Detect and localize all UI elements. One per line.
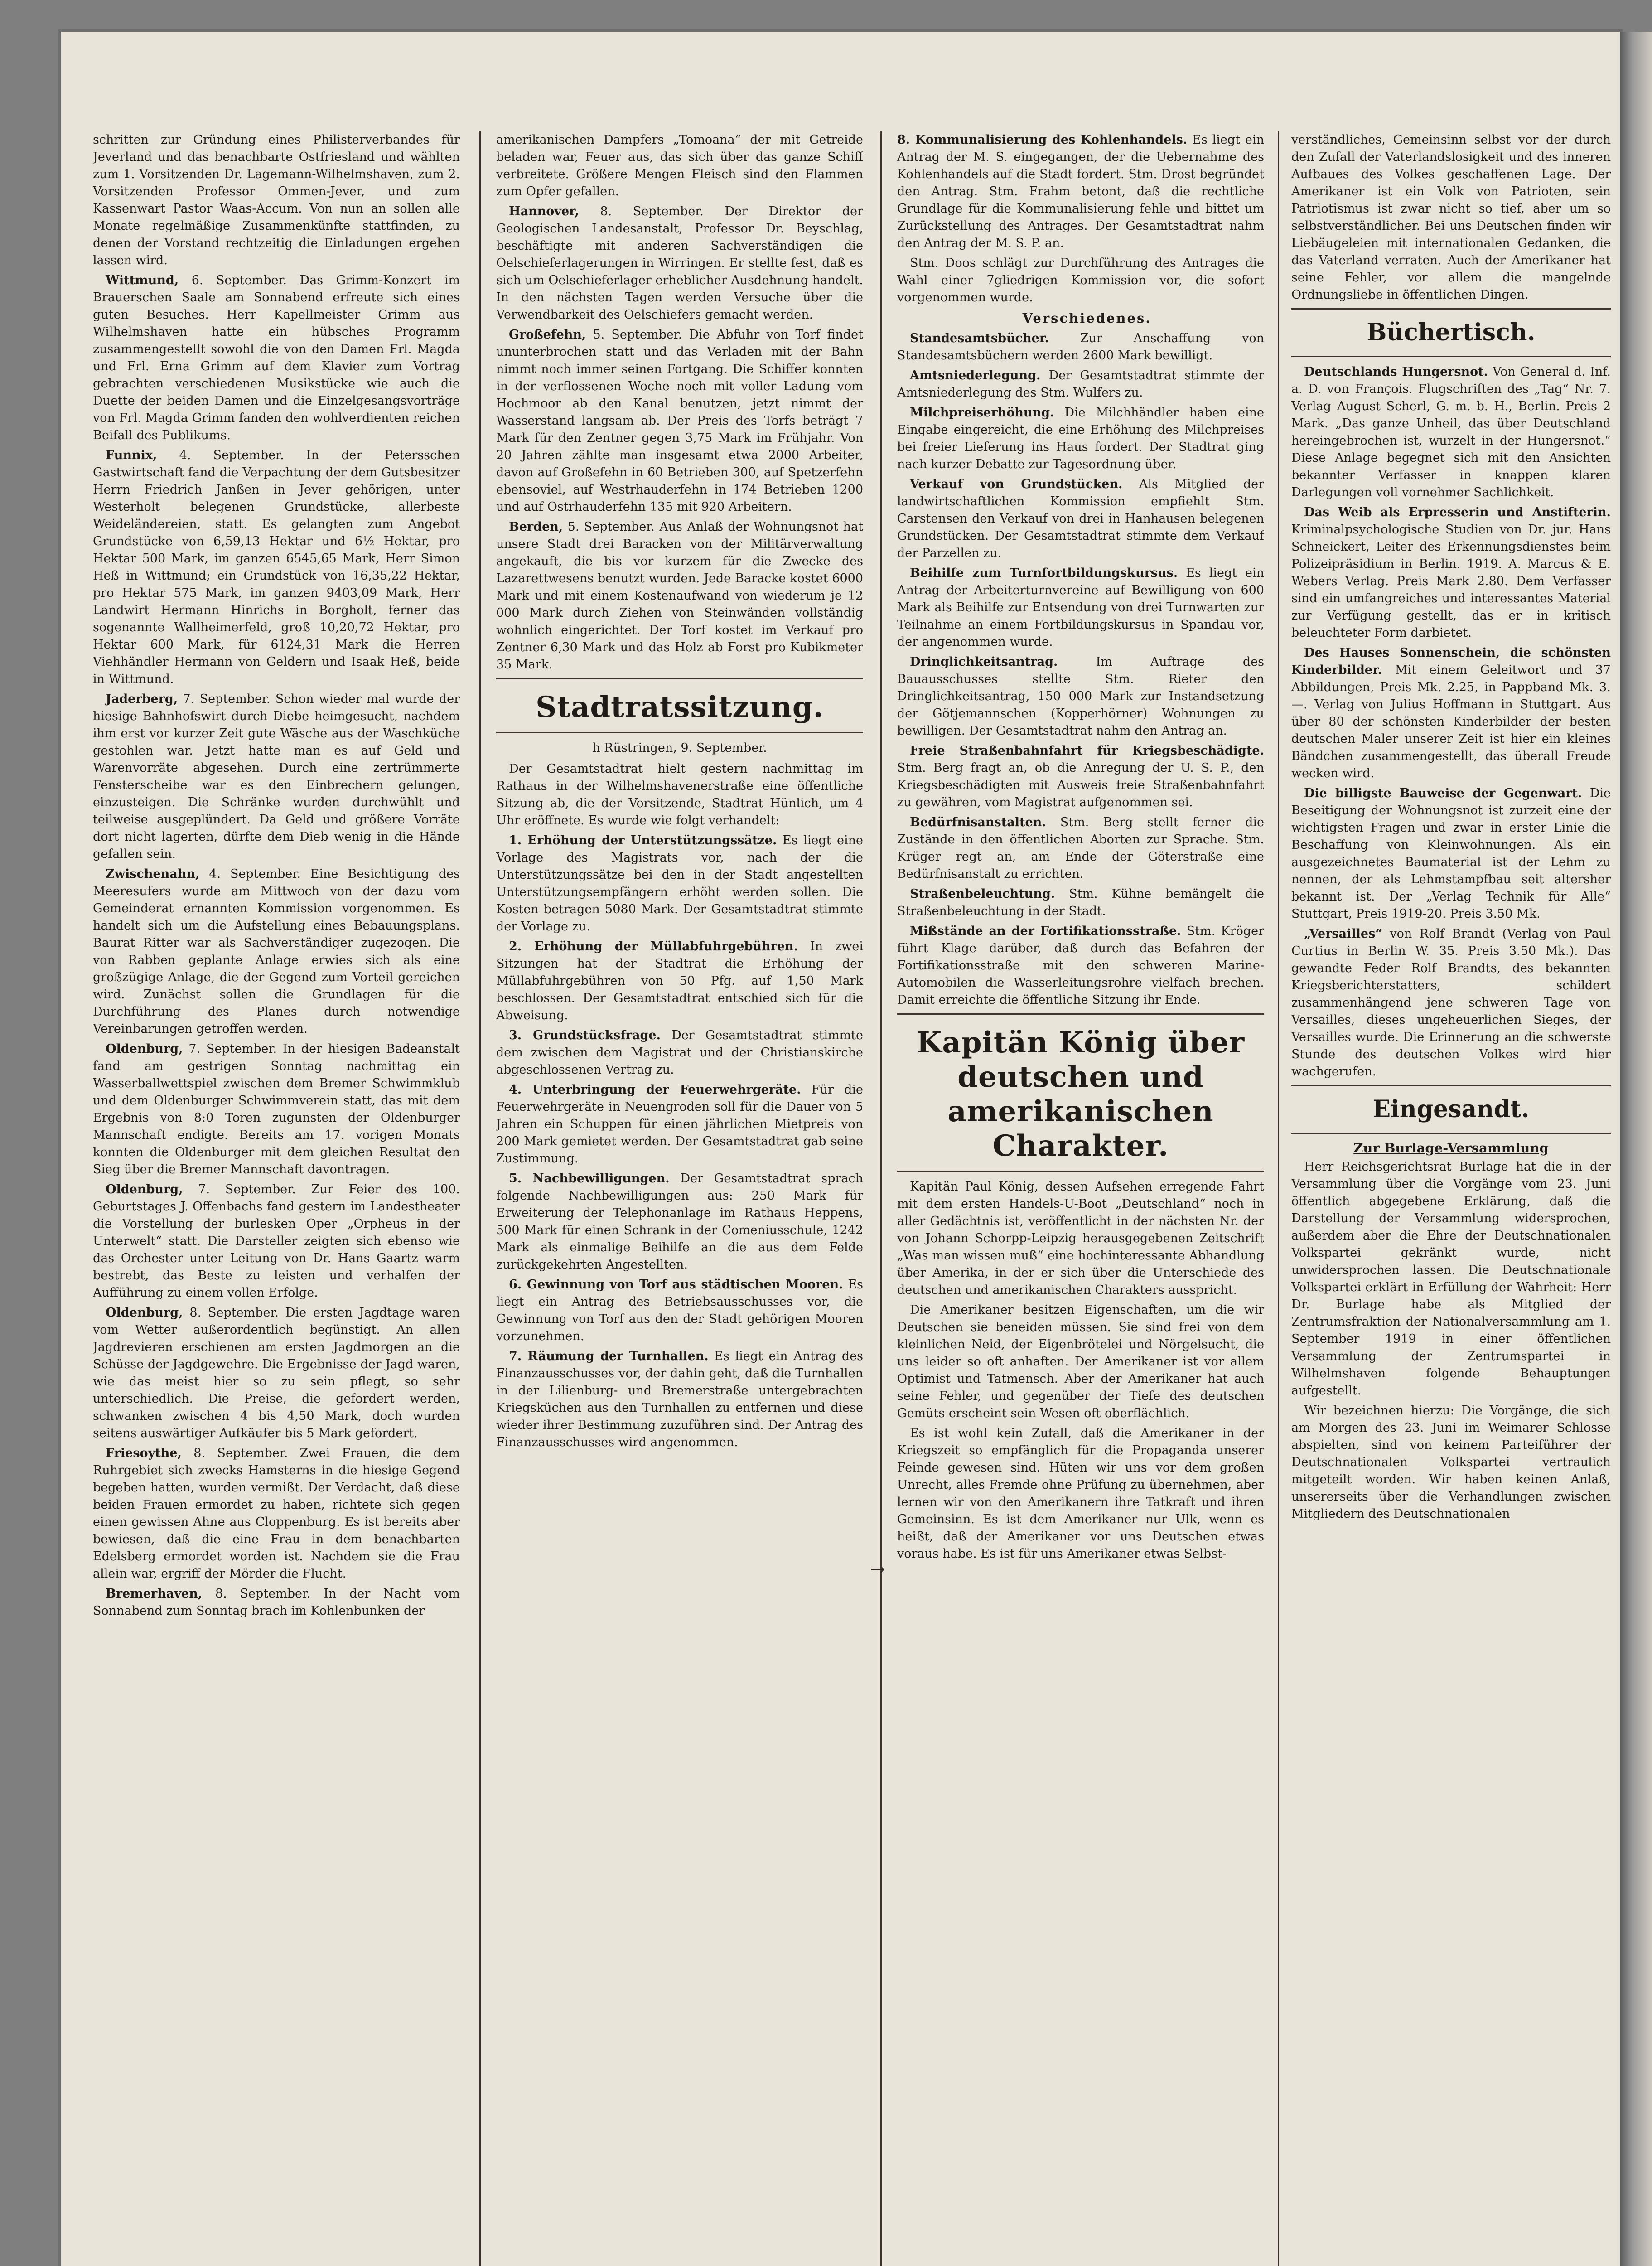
article-paragraph (897, 923, 1264, 1009)
paragraph-text: 5. September. Die Abfuhr von Torf findet ununterbrochen statt und das Verladen mit der Bahn nimmt noch immer seinen Fortgang. Die Schiffer konnten in der verflossenen Woche noch mit voller Ladung vom Hochmoor ab den Kanal benutzen, jetzt nimmt der Wasserstand langsam ab. Der Preis des Torfs beträgt 7 Mark für den Zentner gegen 3,75 Mark im Frühjahr. Von 20 Jahren zählte man insgesamt etwa 2000 Arbeiter, davon auf Großefehn in 60 Betrieben 300, auf Spetzerfehn ebensoviel, auf Westrhauderfehn in 174 Betrieben 1200 und auf Ostrhauderfehn 135 mit 920 Arbeitern. (496, 328, 863, 514)
column-3 (897, 131, 1264, 2266)
article-paragraph (496, 760, 863, 829)
article-paragraph (897, 476, 1264, 562)
article-paragraph (1291, 1158, 1611, 1399)
column-rule (479, 131, 481, 2266)
paragraph-text: schritten zur Gründung eines Philisterverbandes für Jeverland und das benachbarte Ostfriesland und wählten zum 1. Vorsitzenden Dr. Lagemann-Wilhelmshaven, zum 2. Vorsitzenden Professor Ommen-Jever, und zum Kassenwart Pastor Waas-Accum. Von nun an sollen alle Monate regelmäßige Zusammenkünfte stattfinden, zu denen der Vorstand rechtzeitig die Einladungen ergehen lassen wird. (93, 133, 460, 267)
paragraph-text: Stm. Kröger führt Klage darüber, daß durch das Befahren der Fortifikationsstraße mit den schweren Marine-Automobilen die Wasserleitungsrohre vielfach brechen. Damit erreichte die öffentliche Sitzung ihr Ende. (897, 924, 1264, 1007)
article-paragraph (897, 654, 1264, 740)
paragraph-text: Für die Feuerwehrgeräte in Neuengroden soll für die Dauer von 5 Jahren ein Schuppen für einen jährlichen Mietpreis von 200 Mark gemietet werden. Der Gesamtstadtrat gab seine Zustimmung. (496, 1083, 863, 1166)
paragraph-text: Der Gesamtstadtrat sprach folgende Nachbewilligungen aus: 250 Mark für Erweiterung der Telephonanlage im Rathaus Heppens, 500 Mark für einen Schrank in der Comeniusschule, 1242 Mark als einmalige Beihilfe an die aus dem Felde zurückgekehrten Angestellten. (496, 1172, 863, 1272)
article-paragraph (93, 1304, 460, 1442)
article-paragraph (1291, 1402, 1611, 1523)
place-name: Funnix, (106, 448, 157, 462)
paragraph-lead: Straßenbeleuchtung. (910, 887, 1055, 901)
paragraph-text: 4. September. Eine Besichtigung des Meeresufers wurde am Mittwoch von der dazu vom Gemeinderat ernannten Kommission vorgenommen. Es handelt sich um die Aufstellung eines Bebauungsplans. Baurat Ritter war als Sachverständiger zugezogen. Die von Rabben geplante Anlage erwies sich als eine großzügige Anlage, die der Gegend zum Vorteil gereichen wird. Zunächst sollen die Grundlagen für die Durchführung des Planes durch notwendige Vereinbarungen getroffen werden. (93, 867, 460, 1036)
paragraph-text: Es ist wohl kein Zufall, daß die Amerikaner in der Kriegszeit so empfänglich für die Propaganda unserer Feinde gewesen sind. Hüten wir uns vor dem großen Unrecht, alles Fremde ohne Prüfung zu übernehmen, aber lernen wir von den Amerikanern ihre Tatkraft und ihren Gemeinsinn. Es ist dem Amerikaner nur Ulk, wenn es heißt, daß der Amerikaner vor uns Deutschen etwas voraus habe. Es ist für uns Amerikaner etwas Selbst- (897, 1426, 1264, 1561)
article-paragraph (897, 1178, 1264, 1299)
dateline: h Rüstringen, 9. September. (592, 741, 767, 755)
article-paragraph (1291, 131, 1611, 304)
place-name: Großefehn, (509, 328, 586, 342)
paragraph-text: von Rolf Brandt (Verlag von Paul Curtius in Berlin W. 35. Preis 3.50 Mk.). Das gewandte Feder Rolf Brandts, des bekannten Kriegsberichterstatters, schildert zusammenhängend jene schweren Tage von Versailles, dieses ungeheuerlichen Sieges, der Versailles wurde. Die Erinnerung an die schwerste Stunde des deutschen Volkes wird hier wachgerufen. (1291, 927, 1611, 1079)
paragraph-text: Mit einem Geleitwort und 37 Abbildungen, Preis Mk. 2.25, in Pappband Mk. 3.—. Verlag von Julius Hoffmann in Stuttgart. Aus über 80 der schönsten Kinderbilder der besten deutschen Maler unserer Zeit ist hier ein kleines Bändchen zusammengestellt, das überall Freude wecken wird. (1291, 663, 1611, 780)
paragraph-text: Die Beseitigung der Wohnungsnot ist zurzeit eine der wichtigsten Fragen und zwar in erster Linie die Beschaffung von Kleinwohnungen. Als ein ausgezeichnetes Baumaterial ist der Lehm zu nennen, der als Lehmstampfbau seit altersher bekannt ist. Der „Verlag Technik für Alle“ Stuttgart, Preis 1919-20. Preis 3.50 Mk. (1291, 786, 1611, 921)
article-paragraph (496, 1027, 863, 1079)
paragraph-text: Der Gesamtstadtrat stimmte dem zwischen dem Magistrat und der Christianskirche abgeschlossenen Vertrag zu. (496, 1028, 863, 1077)
paragraph-text: Der Gesamtstadtrat stimmte der Amtsniederlegung des Stm. Wulfers zu. (897, 368, 1264, 400)
article-paragraph (897, 565, 1264, 651)
article-paragraph (1291, 644, 1611, 782)
column-rule (1278, 131, 1279, 2266)
paragraph-text: Stm. Berg stellt ferner die Zustände in den öffentlichen Aborten zur Sprache. Stm. Krüger regt an, am Ende der Göterstraße eine Bedürfnisanstalt zu errichten. (897, 815, 1264, 881)
paragraph-lead: Dringlichkeitsantrag. (910, 655, 1058, 669)
paragraph-lead: „Versailles“ (1304, 927, 1382, 941)
paragraph-text: Es liegt ein Antrag des Finanzausschusses vor, der dahin geht, daß die Turnhallen in der Lilienburg- und Bremerstraße untergebrachten Kriegsküchen aus den Turnhallen zu entfernen und diese wieder ihrer Bestimmung zuzuführen sind. Der Antrag des Finanzausschusses wird angenommen. (496, 1349, 863, 1449)
paragraph-text: Die Milchhändler haben eine Eingabe eingereicht, die eine Erhöhung des Milchpreises bei freier Lieferung ins Haus fordert. Der Stadtrat ging nach kurzer Debatte zur Tagesordnung über. (897, 406, 1264, 471)
article-paragraph (897, 1302, 1264, 1422)
paragraph-text: In zwei Sitzungen hat der Stadtrat die Erhöhung der Müllabfuhrgebühren von 50 Pfg. auf 1,50 Mark beschlossen. Der Gesamtstadtrat entschied sich für die Abweisung. (496, 939, 863, 1022)
paragraph-text: 8. September. Die ersten Jagdtage waren vom Wetter außerordentlich begünstigt. An allen Jagdrevieren erschienen am ersten Jagdmorgen an die Schüsse der Jagdgewehre. Die Ergebnisse der Jagd waren, wie das meist hier so zu sein pflegt, so sehr unterschiedlich. Die Preise, die gefordert werden, schwanken zwischen 4 bis 4,50 Mark, doch wurden seitens auswärtiger Aufkäufer bis 5 Mark gefordert. (93, 1306, 460, 1440)
paragraph-text: Es liegt ein Antrag des Betriebsausschusses vor, die Gewinnung von Torf aus den der Stadt gehörigen Mooren vorzunehmen. (496, 1278, 863, 1343)
paragraph-text: Es liegt ein Antrag der M. S. eingegangen, der die Uebernahme des Kohlenhandels auf die Stadt fordert. Stm. Drost begründet den Antrag. Stm. Frahm betont, daß die rechtliche Grundlage für die Kommunalisierung fehle und bittet um Zurückstellung des Antrages. Der Gesamtstadtrat nahm den Antrag der M. S. P. an. (897, 133, 1264, 250)
paragraph-text: 7. September. In der hiesigen Badeanstalt fand am gestrigen Sonntag nachmittag ein Wasserballwettspiel zwischen dem Bremer Schwimmklub und dem Oldenburger Schwimmverein statt, das mit dem Ergebnis von 8:0 Toren zugunsten der Oldenburger Mannschaft endigte. Bereits am 17. vorigen Monats konnten die Oldenburger mit dem gleichen Resultat den Sieg über die Bremer Mannschaft davontragen. (93, 1042, 460, 1177)
paragraph-lead: 6. Gewinnung von Torf aus städtischen Mooren. (509, 1278, 843, 1292)
paragraph-lead: Deutschlands Hungersnot. (1304, 365, 1488, 379)
paragraph-text: 5. September. Aus Anlaß der Wohnungsnot hat unsere Stadt drei Baracken von der Militärverwaltung angekauft, die bis vor kurzem für die Zwecke des Lazarettwesens benutzt wurden. Jede Baracke kostet 6000 Mark und mit einem Kostenaufwand von wiederum je 12 000 Mark durch Ziehen von Steinwänden vollständig wohnlich eingerichtet. Der Torf kostet im Verkauf pro Zentner 6,30 Mark und das Holz ab Forst pro Kubikmeter 35 Mark. (496, 520, 863, 672)
article-paragraph (897, 886, 1264, 920)
headline-box (1291, 308, 1611, 357)
paragraph-lead: 2. Erhöhung der Müllabfuhrgebühren. (509, 939, 798, 954)
paragraph-text: Stm. Kühne bemängelt die Straßenbeleuchtung in der Stadt. (897, 887, 1264, 918)
paragraph-text: Es liegt ein Antrag der Arbeiterturnvereine auf Bewilligung von 600 Mark als Beihilfe zur Entsendung von drei Turnwarten zur Teilnahme an einem Fortbildungskursus in Spandau vor, der angenommen wurde. (897, 566, 1264, 649)
column-rule (880, 131, 882, 2266)
paragraph-lead: 8. Kommunalisierung des Kohlenhandels. (897, 133, 1188, 147)
article-headline: Büchertisch. (1367, 319, 1536, 346)
paragraph-text: 6. September. Das Grimm-Konzert im Brauerschen Saale am Sonnabend erfreute sich eines guten Besuches. Herr Kapellmeister Grimm aus Wilhelmshaven hatte ein hübsches Programm zusammengestellt sowohl die von den Damen Frl. Magda und Frl. Erna Grimm auf dem Klavier zum Vortrag gebrachten verschiedenen Musikstücke wie auch die Duette der beiden Damen und die Einzelgesangsvorträge von Frl. Magda Grimm fanden den wohlverdienten reichen Beifall des Publikums. (93, 273, 460, 442)
paragraph-text: 8. September. Der Direktor der Geologischen Landesanstalt, Professor Dr. Beyschlag, beschäftigte mit anderen Sachverständigen die Oelschieferlagerungen in Wirringen. Er stellte fest, daß es sich um Oelschieferlager erheblicher Ausdehnung handelt. In den nächsten Tagen werden Versuche über die Verwendbarkeit des Oelschiefers gemacht werden. (496, 204, 863, 322)
paragraph-text: Wir bezeichnen hierzu: Die Vorgänge, die sich am Morgen des 23. Juni im Weimarer Schlosse abspielten, sind von keinem Parteiführer der Deutschnationalen Volkspartei vertraulich mitgeteilt worden. Wir haben keinen Anlaß, unsererseits über die Verhandlungen zwischen Mitgliedern des Deutschnationalen (1291, 1404, 1611, 1521)
article-paragraph (496, 1081, 863, 1167)
article-paragraph (897, 1425, 1264, 1563)
article-paragraph (496, 131, 863, 200)
article-paragraph (496, 1276, 863, 1345)
paragraph-text: Stm. Berg fragt an, ob die Anregung der U. S. P., den Kriegsbeschädigten mit Ausweis freie Straßenbahnfahrt zu gewähren, vom Magistrat aufgenommen sei. (897, 761, 1264, 809)
column-4 (1291, 131, 1611, 2266)
margin-arrow-icon: → (870, 1559, 885, 1580)
paragraph-text: 8. September. In der Nacht vom Sonnabend zum Sonntag brach im Kohlenbunken der (93, 1587, 460, 1618)
article-paragraph (1291, 504, 1611, 642)
headline-box (496, 678, 863, 733)
place-name: Oldenburg, (106, 1306, 183, 1320)
paragraph-text: Im Auftrage des Bauausschusses stellte Stm. Rieter den Dringlichkeitsantrag, 150 000 Mark zur Instandsetzung der Götjemannschen (Kopperhörner) Wohnungen zu bewilligen. Der Gesamtstadtrat nahm den Antrag an. (897, 655, 1264, 738)
article-paragraph (496, 518, 863, 673)
paragraph-text: 4. September. In der Petersschen Gastwirtschaft fand die Verpachtung der dem Gutsbesitzer Herrn Friedrich Janßen in Jever gehörigen, unter Westerholt belegenen Grundstücke, allerbeste Weideländereien, statt. Es gelangten zum Angebot Grundstücke von 6,59,13 Hektar und 6½ Hektar, pro Hektar 500 Mark, im ganzen 6545,65 Mark, Herr Simon Heß in Wittmund; ein Grundstück von 16,35,22 Hektar, pro Hektar 575 Mark, im ganzen 9403,09 Mark, Herr Landwirt Hermann Hinrichs in Borgholt, ferner das sogenannte Wallheimerfeld, groß 10,20,72 Hektar, pro Hektar 600 Mark, für 6124,31 Mark die Herren Viehhändler Hermann von Geldern und Isaak Heß, beide in Wittmund. (93, 448, 460, 686)
paragraph-text: Zur Anschaffung von Standesamtsbüchern werden 2600 Mark bewilligt. (897, 331, 1264, 363)
column-1 (93, 131, 460, 2266)
paragraph-lead: 7. Räumung der Turnhallen. (509, 1349, 709, 1363)
place-name: Jaderberg, (106, 692, 178, 706)
headline-box (897, 1013, 1264, 1172)
paragraph-lead: Die billigste Bauweise der Gegenwart. (1304, 786, 1582, 800)
article-paragraph (496, 1170, 863, 1273)
paragraph-lead: Des Hauses Sonnenschein, die schönsten Kinderbilder. (1291, 646, 1611, 677)
article-paragraph (1291, 925, 1611, 1080)
paragraph-text: Die Amerikaner besitzen Eigenschaften, um die wir Deutschen sie beneiden müssen. Sie sind frei von dem kleinlichen Neid, der Eigenbrötelei und Nörgelsucht, die uns leider so oft anhaften. Der Amerikaner ist vor allem Optimist und Tatmensch. Aber der Amerikaner hat auch seine Fehler, und gegenüber der Tiefe des deutschen Gemüts erscheint sein Wesen oft oberflächlich. (897, 1303, 1264, 1420)
paragraph-text: Es liegt eine Vorlage des Magistrats vor, nach der die Unterstützungssätze bei den in der Stadt angestellten Unterstützungsempfängern erhöht werden sollen. Die Kosten betragen 5080 Mark. Der Gesamtstadtrat stimmte der Vorlage zu. (496, 833, 863, 934)
paragraph-lead: Milchpreiserhöhung. (910, 406, 1054, 420)
article-paragraph (93, 131, 460, 269)
article-paragraph (897, 814, 1264, 883)
article-paragraph (496, 326, 863, 516)
article-headline: Kapitän König über deutschen und amerikanischen Charakter. (916, 1026, 1245, 1163)
article-paragraph (1291, 363, 1611, 501)
paragraph-text: 7. September. Schon wieder mal wurde der hiesige Bahnhofswirt durch Diebe heimgesucht, nachdem ihm erst vor kurzer Zeit gute Wäsche aus der Waschküche gestohlen war. Jetzt hatte man es auf Geld und Warenvorräte abgesehen. Durch eine zertrümmerte Fensterscheibe war es den Einbrechern gelungen, einzusteigen. Die Schränke wurden durchwühlt und teilweise ausgeplündert. Da Geld und größere Vorräte dort nicht lagerten, dürfte dem Dieb wenig in die Hände gefallen sein. (93, 692, 460, 861)
paragraph-lead: Beihilfe zum Turnfortbildungskursus. (910, 566, 1178, 580)
place-name: Hannover, (509, 204, 579, 218)
paragraph-lead: 1. Erhöhung der Unterstützungssätze. (509, 833, 777, 847)
paragraph-lead: Das Weib als Erpresserin und Anstifterin. (1304, 505, 1611, 519)
paragraph-text: Kapitän Paul König, dessen Aufsehen erregende Fahrt mit dem ersten Handels-U-Boot „Deutschland“ noch in aller Gedächtnis ist, veröffentlicht in der nächsten Nr. der von Johann Schorpp-Leipzig herausgegebenen Zeitschrift „Was man wissen muß“ eine hochinteressante Abhandlung über Amerika, in der er sich über die Unterschiede des deutschen und amerikanischen Charakters ausspricht. (897, 1180, 1264, 1297)
paragraph-lead: Standesamtsbücher. (910, 331, 1049, 345)
article-paragraph (1291, 785, 1611, 923)
paragraph-text: 8. September. Zwei Frauen, die dem Ruhrgebiet sich zwecks Hamsterns in die hiesige Gegend begeben hatten, wurden vermißt. Der Verdacht, daß diese beiden Frauen ermordet zu haben, richtete sich gegen einen gewissen Ahne aus Cloppenburg. Es ist bereits aber bewiesen, daß die eine Frau in dem benachbarten Edelsberg ermordet worden ist. Nachdem sie die Frau allein war, ergriff der Mörder die Flucht. (93, 1446, 460, 1581)
article-paragraph (897, 367, 1264, 402)
article-paragraph (897, 742, 1264, 811)
place-name: Friesoythe, (106, 1446, 182, 1460)
section-headline: Eingesandt. (1372, 1095, 1530, 1123)
article-paragraph (93, 1041, 460, 1178)
article-paragraph (897, 404, 1264, 473)
article-paragraph (897, 131, 1264, 252)
page-edge (1620, 32, 1652, 2266)
paragraph-lead: Mißstände an der Fortifikationsstraße. (910, 924, 1181, 938)
article-paragraph (496, 1348, 863, 1451)
paragraph-lead: Amtsniederlegung. (910, 368, 1041, 383)
place-name: Oldenburg, (106, 1042, 183, 1056)
article-headline: Stadtratssitzung. (536, 690, 824, 724)
article-paragraph (897, 330, 1264, 364)
paragraph-lead: 3. Grundstücksfrage. (509, 1028, 661, 1042)
article-paragraph (93, 691, 460, 863)
paragraph-lead: 5. Nachbewilligungen. (509, 1172, 670, 1186)
place-name: Berden, (509, 520, 563, 534)
article-paragraph (897, 255, 1264, 306)
paragraph-text: Stm. Doos schlägt zur Durchführung des Antrages die Wahl einer 7gliedrigen Kommission vor, die sofort vorgenommen wurde. (897, 256, 1264, 305)
article-paragraph (93, 1445, 460, 1583)
paragraph-lead: Verkauf von Grundstücken. (910, 477, 1123, 491)
article-paragraph (93, 272, 460, 444)
headline-box (1291, 1085, 1611, 1134)
paragraph-text: Von General d. Inf. a. D. von François. Flugschriften des „Tag“ Nr. 7. Verlag August Scherl, G. m. b. H., Berlin. Preis 2 Mark. „Das ganze Unheil, das über Deutschland hereingebrochen ist, wurzelt in der Hungersnot.“ Diese Anlage begegnet sich mit den Ansichten bekannter Verfasser in knappen klaren Darlegungen voll vornehmer Sachlichkeit. (1291, 365, 1611, 499)
paragraph-text: amerikanischen Dampfers „Tomoana“ der mit Getreide beladen war, Feuer aus, das sich über das ganze Schiff verbreitete. Größere Mengen Fleisch sind den Flammen zum Opfer gefallen. (496, 133, 863, 199)
paragraph-text: Als Mitglied der landwirtschaftlichen Kommission empfiehlt Stm. Carstensen den Verkauf von drei in Hanhausen belegenen Grundstücken. Der Gesamtstadtrat stimmte dem Verkauf der Parzellen zu. (897, 477, 1264, 560)
paragraph-text: verständliches, Gemeinsinn selbst vor der durch den Zufall der Vaterlandslosigkeit und des inneren Aufbaues des Volkes geschaffenen Lage. Der Amerikaner ist ein Volk von Patrioten, sein Patriotismus ist zwar nicht so tief, aber um so selbstverständlicher. Bei uns Deutschen finden wir Liebäugeleien mit internationalen Gedanken, die das Vaterland verraten. Auch der Amerikaner hat seine Fehler, vor allem die mangelnde Ordnungsliebe in öffentlichen Dingen. (1291, 133, 1611, 302)
article-paragraph (93, 1181, 460, 1302)
place-name: Oldenburg, (106, 1182, 183, 1196)
section-heading: Verschiedenes. (1022, 310, 1152, 326)
paragraph-text: 7. September. Zur Feier des 100. Geburtstages J. Offenbachs fand gestern im Landestheater die Vorstellung der burlesken Oper „Orpheus in der Unterwelt“ statt. Die Darsteller zeigten sich ebenso wie das Orchester unter Leitung von Dr. Hans Gaartz warm bestrebt, das Beste zu leisten und verhalfen der Aufführung zu einem vollen Erfolge. (93, 1182, 460, 1300)
place-name: Zwischenahn, (106, 867, 200, 881)
article-paragraph (496, 203, 863, 324)
paragraph-lead: 4. Unterbringung der Feuerwehrgeräte. (509, 1083, 801, 1097)
column-2 (496, 131, 863, 2266)
paragraph-text: Herr Reichsgerichtsrat Burlage hat die in der Versammlung über die Vorgänge vom 23. Juni öffentlich abgegebene Erklärung, daß die Darstellung der Versammlung widersprochen, außerdem aber die Ehre der Deutschnationalen Volkspartei gekränkt wurde, nicht unwidersprochen lassen. Die Deutschnationale Volkspartei erklärt in Erfüllung der Wahrheit: Herr Dr. Burlage habe als Mitglied der Zentrumsfraktion der Nationalversammlung am 1. September 1919 in einer öffentlichen Versammlung der Zentrumspartei in Wilhelmshaven folgende Behauptungen aufgestellt. (1291, 1160, 1611, 1398)
article-paragraph (496, 938, 863, 1024)
article-paragraph (496, 832, 863, 935)
article-paragraph (93, 447, 460, 688)
paragraph-text: Der Gesamtstadtrat hielt gestern nachmittag im Rathaus in der Wilhelmshavenerstraße eine öffentliche Sitzung ab, die der Vorsitzende, Stadtrat Hünlich, um 4 Uhr eröffnete. Es wurde wie folgt verhandelt: (496, 762, 863, 828)
article-paragraph (93, 866, 460, 1038)
article-paragraph (93, 1585, 460, 1620)
paragraph-text: Kriminalpsychologische Studien von Dr. jur. Hans Schneickert, Leiter des Erkennungsdienstes beim Polizeipräsidium in Berlin. 1919. A. Marcus & E. Webers Verlag. Preis Mark 2.80. Dem Verfasser sind ein umfangreiches und interessantes Material zur Verfügung gestellt, das er in kritisch beleuchteter Form darbietet. (1291, 523, 1611, 640)
sub-headline: Zur Burlage-Versammlung (1353, 1140, 1549, 1156)
place-name: Bremerhaven, (106, 1587, 203, 1601)
paragraph-lead: Freie Straßenbahnfahrt für Kriegsbeschädigte. (910, 744, 1264, 758)
place-name: Wittmund, (106, 273, 179, 287)
paragraph-lead: Bedürfnisanstalten. (910, 815, 1046, 829)
